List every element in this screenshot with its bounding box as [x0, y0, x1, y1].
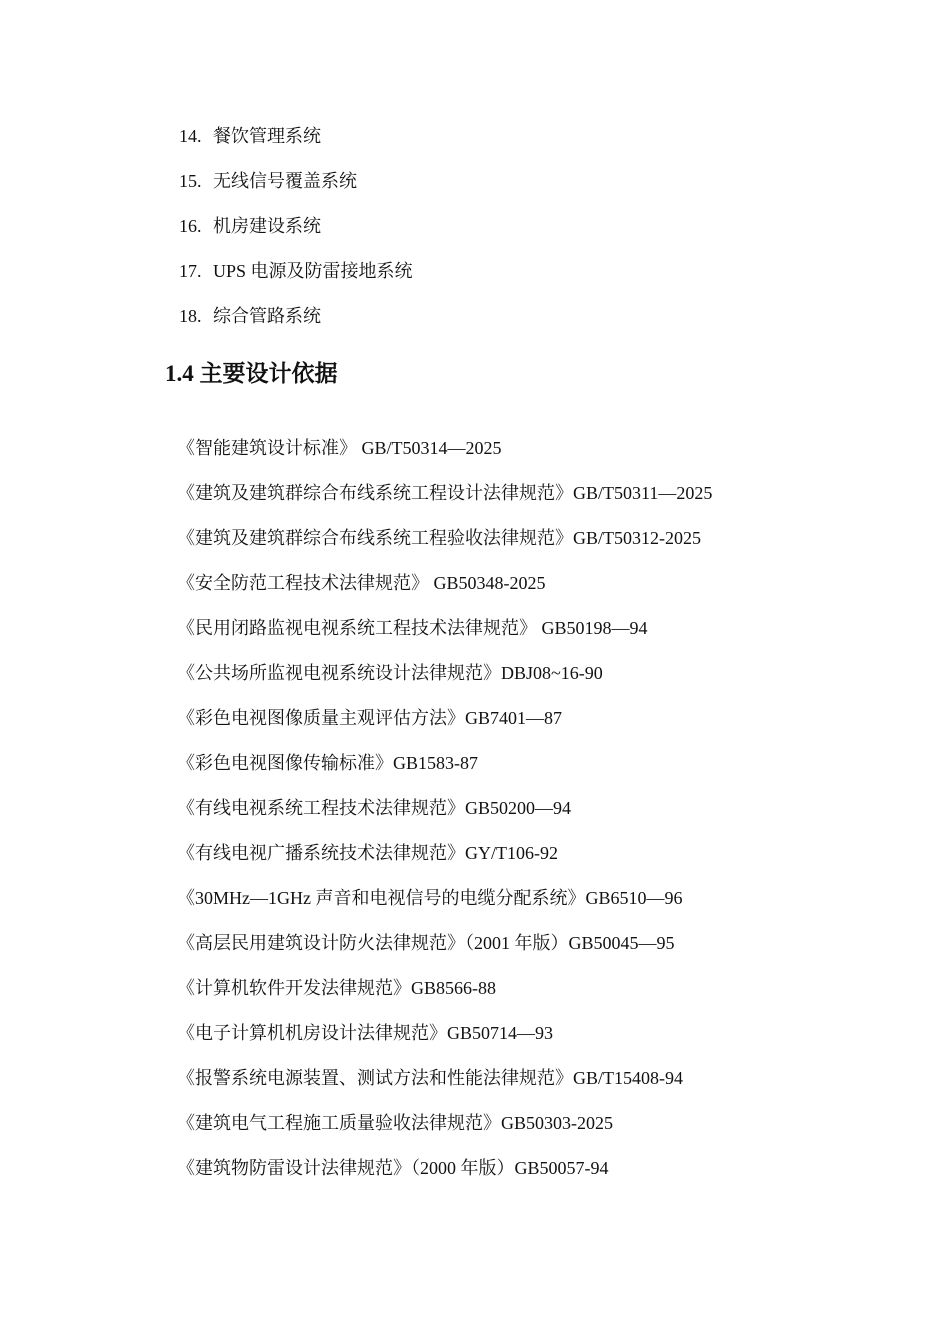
item-text: 综合管路系统 [213, 306, 321, 326]
item-text: 无线信号覆盖系统 [213, 171, 357, 191]
item-number: 16. [179, 216, 202, 236]
basis-item: 《彩色电视图像质量主观评估方法》GB7401—87 [177, 708, 563, 728]
basis-item: 《计算机软件开发法律规范》GB8566-88 [177, 978, 496, 998]
basis-item: 《电子计算机机房设计法律规范》GB50714—93 [177, 1023, 554, 1043]
basis-item: 《智能建筑设计标准》 GB/T50314—2025 [177, 438, 502, 458]
basis-item: 《报警系统电源装置、测试方法和性能法律规范》GB/T15408-94 [177, 1068, 683, 1088]
item-text: UPS 电源及防雷接地系统 [213, 261, 413, 281]
basis-item: 《有线电视系统工程技术法律规范》GB50200—94 [177, 798, 572, 818]
basis-item: 《建筑物防雷设计法律规范》（2000 年版）GB50057-94 [177, 1158, 609, 1178]
list-item [179, 302, 413, 347]
item-number: 18. [179, 306, 202, 326]
basis-item: 《公共场所监视电视系统设计法律规范》DBJ08~16-90 [177, 663, 603, 683]
item-number: 17. [179, 261, 202, 281]
list-item [179, 257, 413, 302]
basis-item: 《彩色电视图像传输标准》GB1583-87 [177, 753, 478, 773]
basis-item: 《有线电视广播系统技术法律规范》GY/T106-92 [177, 843, 558, 863]
item-number: 14. [179, 126, 202, 146]
basis-item: 《30MHz—1GHz 声音和电视信号的电缆分配系统》GB6510—96 [177, 888, 683, 908]
list-item [179, 212, 413, 257]
list-item [179, 167, 413, 212]
item-number: 15. [179, 171, 202, 191]
basis-item: 《高层民用建筑设计防火法律规范》（2001 年版）GB50045—95 [177, 933, 675, 953]
list-item [179, 122, 413, 167]
basis-item: 《建筑及建筑群综合布线系统工程验收法律规范》GB/T50312-2025 [177, 528, 701, 548]
design-basis-list [177, 434, 712, 1199]
basis-item: 《民用闭路监视电视系统工程技术法律规范》 GB50198—94 [177, 618, 648, 638]
item-text: 餐饮管理系统 [213, 126, 321, 146]
item-text: 机房建设系统 [213, 216, 321, 236]
system-list [179, 122, 413, 347]
basis-item: 《建筑及建筑群综合布线系统工程设计法律规范》GB/T50311—2025 [177, 483, 713, 503]
section-heading: 1.4 主要设计依据 [165, 361, 338, 386]
basis-item: 《建筑电气工程施工质量验收法律规范》GB50303-2025 [177, 1113, 613, 1133]
basis-item: 《安全防范工程技术法律规范》 GB50348-2025 [177, 573, 546, 593]
